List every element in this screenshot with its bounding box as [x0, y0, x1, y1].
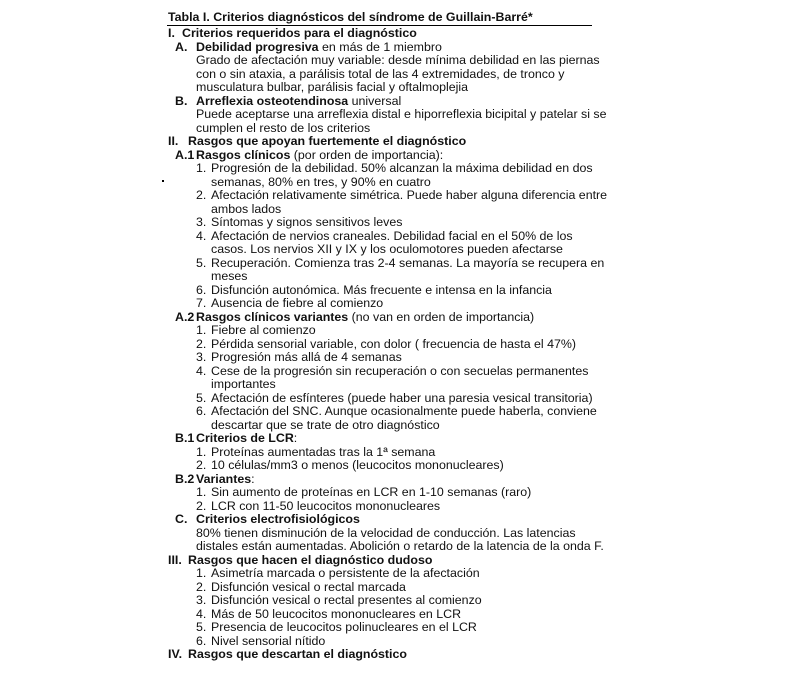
subsection-item-number: 2.: [196, 188, 207, 202]
subsection-title: Rasgos clínicos (por orden de importancia):: [196, 147, 444, 162]
section-item-text: Asimetría marcada o persistente de la afectación: [211, 566, 480, 580]
subsection-item-number: 3.: [196, 215, 207, 229]
subsection-item-text: LCR con 11-50 leucocitos mononucleares: [211, 498, 441, 513]
subsection-item-number: 1.: [196, 444, 207, 459]
subsection-title: Rasgos clínicos variantes (no van en orden de importancia): [196, 309, 535, 324]
subsection-text: Puede aceptarse una arreflexia distal e hiporreflexia bicipital y patelar si se: [196, 107, 607, 121]
subsection-item-text: casos. Los nervios XII y IX y los oculomotores pueden afectarse: [211, 242, 563, 256]
subsection-title: Variantes:: [196, 471, 255, 486]
subsection-title: Criterios electrofisiológicos: [196, 512, 360, 526]
subsection-item-text: Progresión más allá de 4 semanas: [211, 350, 402, 364]
subsection-item-number: 1.: [196, 161, 207, 175]
subsection-title: Criterios de LCR:: [196, 431, 298, 445]
subsection-item-text: meses: [211, 269, 248, 283]
subsection-item-number: 4.: [196, 363, 207, 378]
subsection-item-text: Disfunción autonómica. Más frecuente e intensa en la infancia: [211, 282, 552, 297]
section-item-number: 6.: [196, 633, 207, 648]
section-item-number: 4.: [196, 606, 207, 621]
section-item-number: 2.: [196, 579, 207, 594]
subsection-item-number: 5.: [196, 255, 207, 270]
subsection-item-text: Ausencia de fiebre al comienzo: [211, 296, 384, 310]
subsection-item-text: Síntomas y signos sensitivos leves: [211, 215, 403, 229]
subsection-item-number: 3.: [196, 350, 207, 364]
subsection-item-text: Progresión de la debilidad. 50% alcanzan la máxima debilidad en dos: [211, 161, 593, 175]
subsection-item-text: importantes: [211, 377, 276, 391]
subsection-item-text: Pérdida sensorial variable, con dolor ( frecuencia de hasta el 47%): [211, 336, 577, 351]
subsection-title: Debilidad progresiva en más de 1 miembro: [196, 39, 442, 54]
subsection-item-text: semanas, 80% en tres, y 90% en cuatro: [211, 174, 431, 189]
subsection-label: A.: [175, 39, 188, 54]
subsection-label: A.1: [175, 147, 195, 162]
subsection-item-text: Recuperación. Comienza tras 2-4 semanas. La mayoría se recupera en: [211, 255, 605, 270]
subsection-text: Grado de afectación muy variable: desde mínima debilidad en las piernas: [196, 53, 600, 67]
subsection-item-text: 10 células/mm3 o menos (leucocitos mononucleares): [211, 458, 504, 472]
subsection-item-number: 1.: [196, 485, 207, 499]
section-item-text: Disfunción vesical o rectal presentes al comienzo: [211, 593, 482, 607]
section-item-number: 5.: [196, 620, 207, 634]
subsection-item-text: Sin aumento de proteínas en LCR en 1-10 semanas (raro): [211, 485, 532, 499]
subsection-item-number: 4.: [196, 228, 207, 243]
subsection-item-text: descartar que se trate de otro diagnóstico: [211, 417, 440, 432]
stray-dot: [162, 180, 164, 182]
subsection-text: cumplen el resto de los criterios: [196, 120, 371, 135]
subsection-label: B.1: [175, 431, 195, 445]
subsection-item-text: Proteínas aumentadas tras la 1ª semana: [211, 444, 436, 459]
section-label: III.: [168, 552, 182, 567]
section-item-text: Presencia de leucocitos polinucleares en el LCR: [211, 620, 477, 634]
section-item-number: 1.: [196, 566, 207, 580]
subsection-title: Arreflexia osteotendinosa universal: [196, 93, 402, 108]
subsection-item-text: ambos lados: [211, 201, 282, 216]
subsection-item-text: Afectación relativamente simétrica. Puede haber alguna diferencia entre: [211, 188, 608, 202]
subsection-label: A.2: [175, 309, 195, 324]
subsection-item-number: 6.: [196, 282, 207, 297]
subsection-item-number: 1.: [196, 323, 207, 337]
subsection-text: musculatura bulbar, parálisis facial y oftalmoplejia: [196, 80, 469, 94]
subsection-item-number: 6.: [196, 404, 207, 418]
subsection-label: C.: [175, 512, 188, 526]
subsection-label: B.2: [175, 471, 195, 486]
section-label: II.: [168, 134, 179, 148]
subsection-item-text: Fiebre al comienzo: [211, 323, 316, 337]
section-item-number: 3.: [196, 593, 207, 607]
subsection-item-number: 2.: [196, 498, 207, 513]
subsection-text: 80% tienen disminución de la velocidad de conducción. Las latencias: [196, 525, 576, 540]
subsection-item-number: 7.: [196, 296, 207, 310]
section-title: Rasgos que hacen el diagnóstico dudoso: [188, 552, 433, 567]
subsection-item-number: 2.: [196, 458, 207, 472]
subsection-item-number: 5.: [196, 390, 207, 405]
subsection-item-text: Afectación de nervios craneales. Debilidad facial en el 50% de los: [211, 228, 573, 243]
section-label: IV.: [168, 647, 183, 661]
subsection-item-text: Afectación de esfínteres (puede haber una paresia vesical transitoria): [211, 390, 593, 405]
subsection-text: distales están aumentadas. Abolición o retardo de la latencia de la onda F.: [196, 539, 604, 553]
section-item-text: Disfunción vesical o rectal marcada: [211, 579, 406, 594]
subsection-item-number: 2.: [196, 336, 207, 351]
section-title: Rasgos que descartan el diagnóstico: [188, 647, 407, 661]
section-label: I.: [168, 26, 175, 40]
table-title: Tabla I. Criterios diagnósticos del síndrome de Guillain-Barré*: [168, 10, 533, 24]
subsection-item-text: Afectación del SNC. Aunque ocasionalmente puede haberla, conviene: [211, 404, 597, 418]
section-item-text: Más de 50 leucocitos mononucleares en LCR: [211, 606, 462, 621]
subsection-label: B.: [175, 93, 188, 108]
section-title: Rasgos que apoyan fuertemente el diagnóstico: [188, 134, 467, 148]
subsection-text: con o sin ataxia, a parálisis total de las 4 extremidades, de tronco y: [196, 66, 565, 81]
section-item-text: Nivel sensorial nítido: [211, 633, 326, 648]
subsection-item-text: Cese de la progresión sin recuperación o con secuelas permanentes: [211, 363, 589, 378]
section-title: Criterios requeridos para el diagnóstico: [182, 26, 417, 40]
